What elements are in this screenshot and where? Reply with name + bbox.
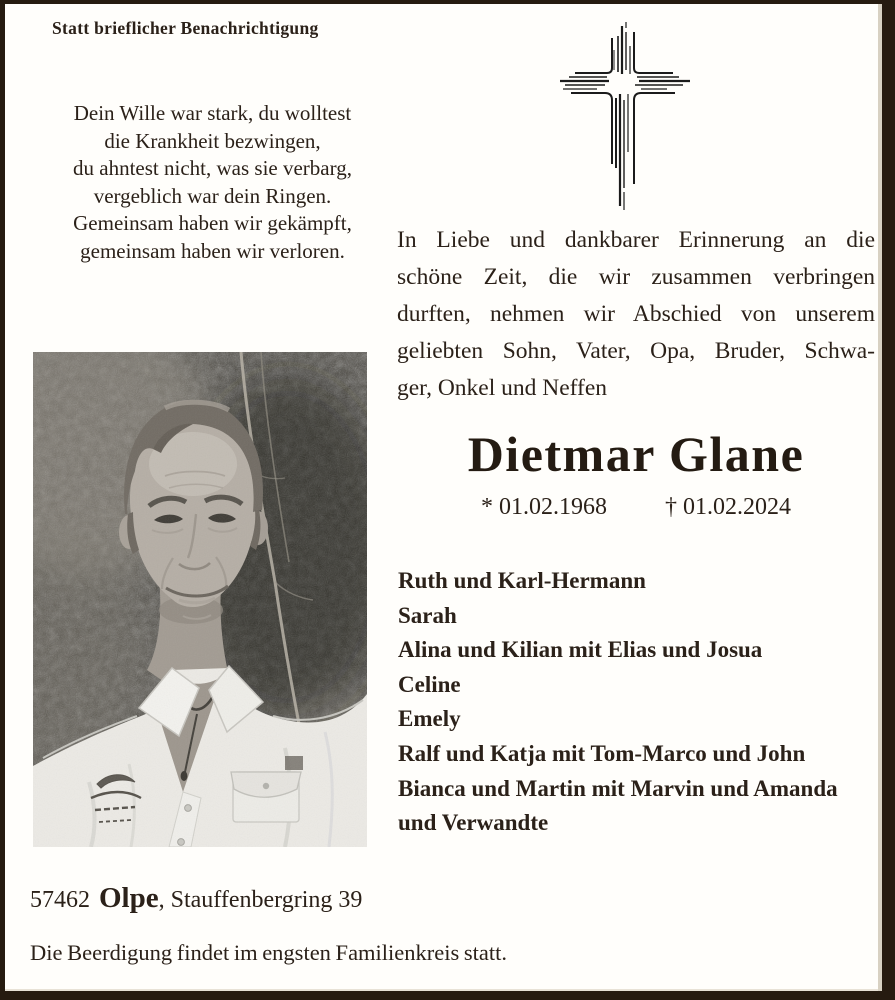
funeral-note: Die Beerdigung findet im engsten Familienkreis statt. bbox=[30, 940, 508, 965]
address-line bbox=[30, 882, 362, 915]
street: , Stauffenbergring 39 bbox=[158, 887, 363, 913]
header-note: Statt brieflicher Benachrichtigung bbox=[52, 18, 319, 38]
obituary-sheet bbox=[5, 4, 882, 991]
mourner-line: Emely bbox=[398, 706, 461, 732]
poem-line: Dein Wille war stark, du wolltest bbox=[73, 101, 352, 125]
mourners-list bbox=[398, 564, 880, 841]
mourner-line: Alina und Kilian mit Elias und Josua bbox=[398, 637, 763, 663]
intro-paragraph bbox=[397, 222, 875, 407]
mourner-line: Sarah bbox=[398, 602, 457, 628]
intro-line: geliebten Sohn, Vater, Opa, Bruder, Schwa- bbox=[397, 338, 875, 364]
intro-line: durften, nehmen wir Abschied von unserem bbox=[397, 301, 875, 327]
deceased-name: Dietmar Glane bbox=[467, 426, 805, 482]
memorial-cross-icon bbox=[555, 20, 695, 212]
poem-line: vergeblich war dein Ringen. bbox=[93, 183, 332, 208]
portrait-photo bbox=[33, 352, 367, 847]
poem-line: du ahntest nicht, was sie verbarg, bbox=[73, 156, 352, 181]
mourner-line: Ruth und Karl-Hermann bbox=[398, 568, 646, 593]
mourner-line: Ralf und Katja mit Tom-Marco und John bbox=[398, 740, 806, 766]
poem bbox=[30, 100, 395, 266]
postal-code: 57462 bbox=[30, 887, 90, 913]
intro-line: In Liebe und dankbarer Erinnerung an die bbox=[397, 227, 875, 253]
birth-date: * 01.02.1968 bbox=[481, 494, 607, 520]
mourner-line: und Verwandte bbox=[398, 810, 549, 836]
poem-line: gemeinsam haben wir verloren. bbox=[80, 238, 345, 263]
intro-line: ger, Onkel und Neffen bbox=[397, 375, 608, 401]
poem-line: Gemeinsam haben wir gekämpft, bbox=[73, 211, 352, 236]
city: Olpe bbox=[99, 882, 159, 914]
intro-line: schöne Zeit, die wir zusammen verbringen bbox=[397, 264, 875, 290]
death-date: † 01.02.2024 bbox=[665, 494, 791, 520]
poem-line: die Krankheit bezwingen, bbox=[104, 128, 321, 153]
life-dates bbox=[397, 494, 875, 521]
mourner-line: Bianca und Martin mit Marvin und Amanda bbox=[398, 775, 838, 801]
mourner-line: Celine bbox=[398, 671, 461, 697]
